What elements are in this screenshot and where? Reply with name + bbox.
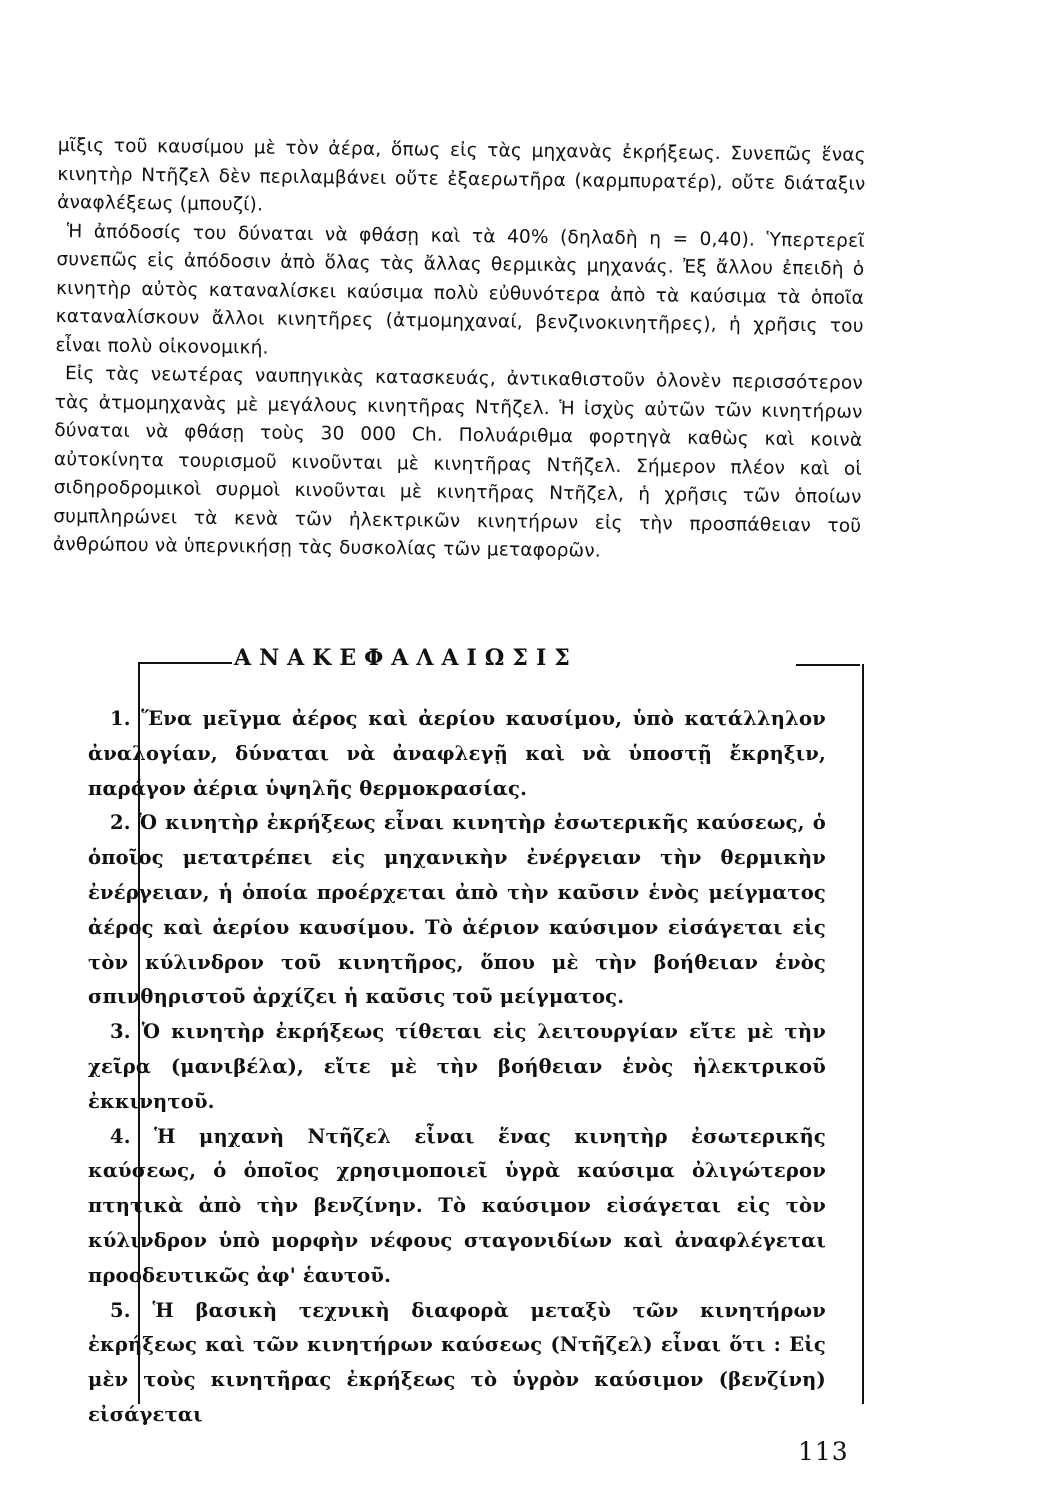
intro-paragraph: Εἰς τὰς νεωτέρας ναυπηγικὰς κατασκευάς, ἀντικαθιστοῦν ὁλονὲν περισσότερον τὰς ἀτμομηχανὰς μὲ μεγάλους κινητῆρας Ντῆζελ. Ἡ ἰσχὺς αὐτῶν τῶν κινητήρων δύναται νὰ φθάσῃ τοὺς 30 000 Ch. Πολυάριθμα φορτηγὰ καθὼς καὶ κοινὰ αὐτοκίνητα τουρισμοῦ κινοῦνται μὲ κινητῆρας Ντῆζελ. Σήμερον πλέον καὶ οἱ σιδηροδρομικοὶ συρμοὶ κινοῦνται μὲ κινητῆρας Ντῆζελ, ἡ χρῆσις τῶν ὁποίων συμπληρώνει τὰ κενὰ τῶν ἠλεκτρικῶν κινητήρων εἰς τὴν προσπάθειαν τοῦ ἀνθρώπου νὰ ὑπερνικήσῃ τὰς δυσκολίας τῶν μεταφορῶν. <box>52 363 864 562</box>
intro-paragraph: Ἡ ἀπόδοσίς του δύναται νὰ φθάσῃ καὶ τὰ 40% (δηλαδὴ η = 0,40). Ὑπερτερεῖ συνεπῶς εἰς ἀπόδοσιν ἀπὸ ὅλας τὰς ἄλλας θερμικὰς μηχανάς. Ἐξ ἄλλου ἐπειδὴ ὁ κινητὴρ αὐτὸς καταναλίσκει καύσιμα πολὺ εὐθυνότερα ἀπὸ τὰ καύσιμα τὰ ὁποῖα καταναλίσκουν ἄλλοι κινητῆρες (ἀτμομηχαναί, βενζινοκινητῆρες), ἡ χρῆσις του εἶναι πολὺ οἰκονομική. <box>55 220 865 359</box>
summary-item: 3. Ὁ κινητὴρ ἐκρήξεως τίθεται εἰς λειτουργίαν εἴτε μὲ τὴν χεῖρα (μανιβέλα), εἴτε μὲ τὴν βοήθειαν ἑνὸς ἠλεκτρικοῦ ἐκκινητοῦ. <box>88 1020 826 1113</box>
summary-list <box>88 702 826 1433</box>
summary-item: 2. Ὁ κινητὴρ ἐκρήξεως εἶναι κινητὴρ ἐσωτερικῆς καύσεως, ὁ ὁποῖος μετατρέπει εἰς μηχανικὴν ἐνέργειαν τὴν θερμικὴν ἐνέργειαν, ἡ ὁποία προέρχεται ἀπὸ τὴν καῦσιν ἑνὸς μείγματος ἀέρος καὶ ἀερίου καυσίμου. Τὸ ἀέριον καύσιμον εἰσάγεται εἰς τὸν κύλινδρον τοῦ κινητῆρος, ὅπου μὲ τὴν βοήθειαν ἑνὸς σπινθηριστοῦ ἀρχίζει ἡ καῦσις τοῦ μείγματος. <box>88 811 826 1009</box>
heading-rule-left <box>138 662 232 664</box>
summary-heading <box>138 645 860 675</box>
summary-title: ΑΝΑΚΕΦΑΛΑΙΩΣΙΣ <box>234 645 578 671</box>
summary-item: 5. Ἡ βασικὴ τεχνικὴ διαφορὰ μεταξὺ τῶν κινητήρων ἐκρήξεως καὶ τῶν κινητήρων καύσεως (Ντῆζελ) εἶναι ὅτι : Εἰς μὲν τοὺς κινητῆρας ἐκρήξεως τὸ ὑγρὸν καύσιμον (βενζίνη) εἰσάγεται <box>88 1298 826 1426</box>
intro-text <box>53 132 866 569</box>
summary-item: 4. Ἡ μηχανὴ Ντῆζελ εἶναι ἕνας κινητὴρ ἐσωτερικῆς καύσεως, ὁ ὁποῖος χρησιμοποιεῖ ὑγρὰ καύσιμα ὀλιγώτερον πτητικὰ ἀπὸ τὴν βενζίνην. Τὸ καύσιμον εἰσάγεται εἰς τὸν κύλινδρον ὑπὸ μορφὴν νέφους σταγονιδίων καὶ ἀναφλέγεται προοδευτικῶς ἀφ' ἑαυτοῦ. <box>88 1124 826 1287</box>
intro-paragraph: μῖξις τοῦ καυσίμου μὲ τὸν ἀέρα, ὅπως εἰς τὰς μηχανὰς ἐκρήξεως. Συνεπῶς ἕνας κινητὴρ Ντῆζελ δὲν περιλαμβάνει οὔτε ἐξαερωτῆρα (καρμπυρατέρ), οὔτε διάταξιν ἀναφλέξεως (μπουζί). <box>57 134 866 216</box>
page-number: 113 <box>798 1437 849 1466</box>
summary-item: 1. Ἕνα μεῖγμα ἀέρος καὶ ἀερίου καυσίμου, ὑπὸ κατάλληλον ἀναλογίαν, δύναται νὰ ἀναφλεγῇ καὶ νὰ ὑποστῇ ἔκρηξιν, παράγον ἀέρια ὑψηλῆς θερμοκρασίας. <box>88 707 826 800</box>
heading-rule-right <box>796 664 860 666</box>
